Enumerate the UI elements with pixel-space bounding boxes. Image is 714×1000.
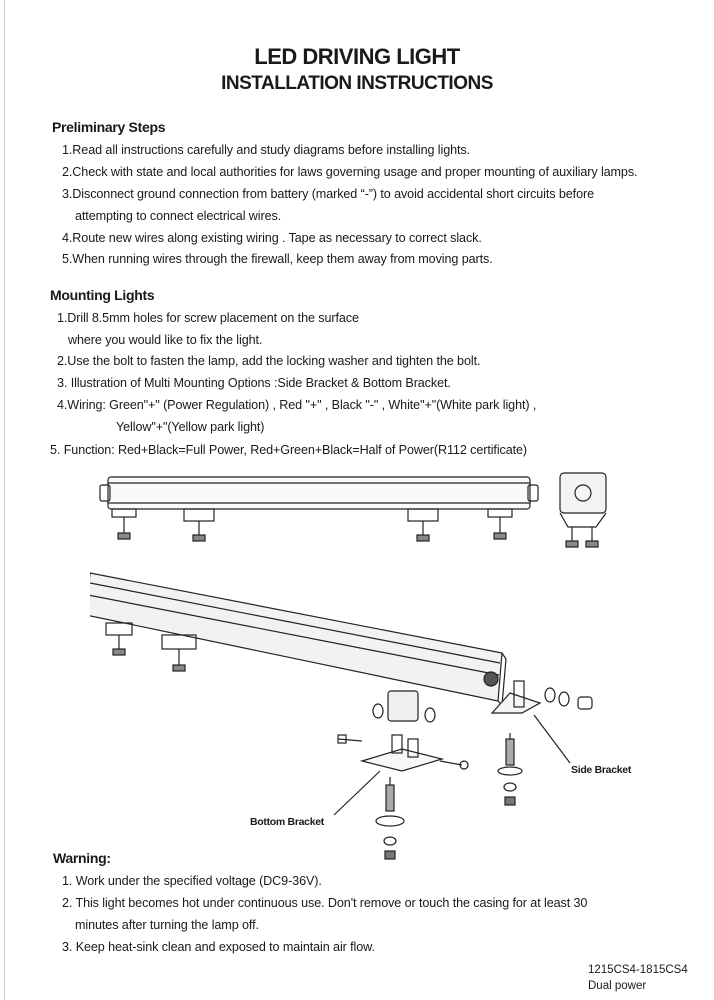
model-number: 1215CS4-1815CS4 <box>588 964 688 976</box>
warning-line: 1. Work under the specified voltage (DC9-36V). <box>62 874 322 888</box>
warning-line: 2. This light becomes hot under continuous use. Don't remove or touch the casing for at least 30 <box>62 896 588 910</box>
power-type: Dual power <box>588 980 647 992</box>
bottom-bracket-label: Bottom Bracket <box>250 816 324 828</box>
warning-heading: Warning: <box>53 850 111 866</box>
mounting-line: 2.Use the bolt to fasten the lamp, add the locking washer and tighten the bolt. <box>57 354 481 368</box>
mounting-heading: Mounting Lights <box>50 287 155 303</box>
side-bracket-exploded <box>492 681 592 805</box>
page-edge-line <box>4 0 5 1000</box>
mounting-line: where you would like to fix the light. <box>68 333 263 347</box>
warning-line: 3. Keep heat-sink clean and exposed to maintain air flow. <box>62 940 375 954</box>
model-info <box>588 962 688 994</box>
warning-line: minutes after turning the lamp off. <box>75 918 259 932</box>
preliminary-line: 2.Check with state and local authorities for laws governing usage and proper mounting of auxiliary lamps. <box>62 165 638 179</box>
mounting-line: 1.Drill 8.5mm holes for screw placement on the surface <box>57 311 359 325</box>
preliminary-line: 5.When running wires through the firewall, keep them away from moving parts. <box>62 252 493 266</box>
angled-light-bar <box>90 573 506 705</box>
mounting-line: Yellow"+"(Yellow park light) <box>116 420 265 434</box>
end-view-side-bracket <box>560 473 606 547</box>
mounting-line: 5. Function: Red+Black=Full Power, Red+Green+Black=Half of Power(R112 certificate) <box>50 443 528 457</box>
page-subtitle: INSTALLATION INSTRUCTIONS <box>221 73 493 94</box>
preliminary-line: 4.Route new wires along existing wiring . Tape as necessary to correct slack. <box>62 231 482 245</box>
top-light-bar <box>100 477 538 541</box>
mounting-line: 4.Wiring: Green"+" (Power Regulation) , Red "+" , Black "-" , White"+"(White park light) , <box>57 398 537 412</box>
mounting-line: 3. Illustration of Multi Mounting Options :Side Bracket & Bottom Bracket. <box>57 376 451 390</box>
preliminary-heading: Preliminary Steps <box>52 119 166 135</box>
preliminary-line: 1.Read all instructions carefully and study diagrams before installing lights. <box>62 143 471 157</box>
side-bracket-label: Side Bracket <box>571 764 632 776</box>
preliminary-line: 3.Disconnect ground connection from battery (marked “-”) to avoid accidental short circuits before <box>62 187 594 201</box>
page-title: LED DRIVING LIGHT <box>254 44 460 69</box>
preliminary-line: attempting to connect electrical wires. <box>75 209 282 223</box>
bottom-bracket-exploded <box>338 691 468 859</box>
bottom-bracket-leader <box>334 771 380 815</box>
mounting-diagram <box>90 465 690 865</box>
